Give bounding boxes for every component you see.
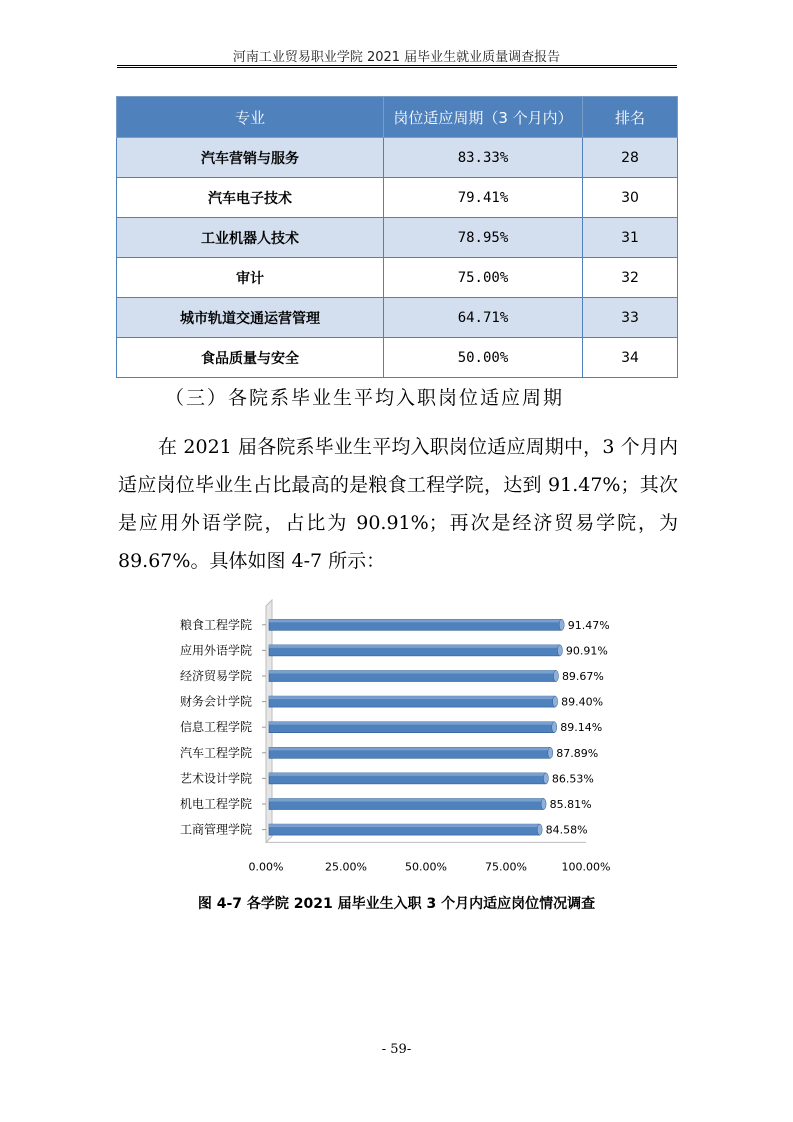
cell-rate: 79.41% — [384, 178, 583, 218]
value-label: 84.58% — [545, 823, 588, 837]
bar-highlight — [269, 773, 546, 776]
col-header-rate: 岗位适应周期（3 个月内） — [384, 97, 583, 138]
bar-cap — [552, 722, 557, 733]
bar-highlight — [269, 747, 550, 750]
value-label: 87.89% — [556, 746, 599, 760]
cell-major: 城市轨道交通运营管理 — [117, 298, 384, 338]
bar-cap — [543, 773, 548, 784]
cell-rate: 75.00% — [384, 258, 583, 298]
bar-cap — [537, 824, 542, 835]
cell-rate: 50.00% — [384, 338, 583, 378]
cell-rank: 32 — [583, 258, 678, 298]
category-label: 工商管理学院 — [179, 822, 252, 837]
table-row — [117, 258, 678, 298]
category-label: 汽车工程学院 — [179, 745, 252, 760]
col-header-rank: 排名 — [583, 97, 678, 138]
category-label: 信息工程学院 — [179, 720, 252, 735]
cell-major: 汽车电子技术 — [117, 178, 384, 218]
bar-cap — [559, 619, 564, 630]
x-tick-label: 75.00% — [485, 860, 527, 874]
table-row — [117, 218, 678, 258]
cell-major: 汽车营销与服务 — [117, 138, 384, 178]
x-tick-label: 100.00% — [561, 860, 611, 874]
table-row — [117, 138, 678, 178]
bar-highlight — [269, 722, 554, 725]
table-row — [117, 298, 678, 338]
value-label: 85.81% — [549, 798, 592, 811]
value-label: 89.14% — [560, 721, 603, 735]
bar-cap — [557, 645, 562, 656]
value-label: 89.40% — [561, 695, 604, 709]
cell-rate: 78.95% — [384, 218, 583, 258]
page-number: - 59- — [381, 1042, 412, 1057]
body-paragraph: 在 2021 届各院系毕业生平均入职岗位适应周期中，3 个月内适应岗位毕业生占比最高的是粮食工程学院，达到 91.47%；其次是应用外语学院，占比为 90.91%；再次是经济贸易学院，为 89.67%。具体如图 4-7 所示： — [118, 436, 678, 572]
cell-major: 审计 — [117, 258, 384, 298]
bar-cap — [548, 747, 553, 758]
figure-caption: 图 4-7 各学院 2021 届毕业生入职 3 个月内适应岗位情况调查 — [197, 896, 596, 912]
category-label: 财务会计学院 — [179, 694, 252, 709]
bar-highlight — [269, 619, 562, 622]
category-label: 经济贸易学院 — [179, 669, 252, 683]
cell-rate: 83.33% — [384, 138, 583, 178]
cell-major: 食品质量与安全 — [117, 338, 384, 378]
cell-rank: 28 — [583, 138, 678, 178]
value-label: 89.67% — [561, 670, 604, 683]
table-header-row — [117, 97, 678, 138]
bar-highlight — [269, 824, 540, 827]
category-label: 艺术设计学院 — [179, 771, 252, 786]
chart-canvas — [160, 596, 630, 874]
x-tick-label: 0.00% — [248, 860, 284, 874]
value-label: 86.53% — [551, 772, 594, 786]
category-label: 应用外语学院 — [179, 643, 252, 658]
table-row — [117, 178, 678, 218]
section-title: （三）各院系毕业生平均入职岗位适应周期 — [165, 387, 565, 409]
cell-rank: 31 — [583, 218, 678, 258]
cell-rank: 30 — [583, 178, 678, 218]
bar-highlight — [269, 696, 555, 699]
bar-cap — [553, 671, 558, 682]
cell-rate: 64.71% — [384, 298, 583, 338]
cell-rank: 33 — [583, 298, 678, 338]
x-tick-label: 25.00% — [325, 860, 367, 874]
col-header-major: 专业 — [117, 97, 384, 138]
cell-rank: 34 — [583, 338, 678, 378]
cell-major: 工业机器人技术 — [117, 218, 384, 258]
value-label: 90.91% — [565, 644, 608, 658]
header-rule-thin — [117, 67, 677, 68]
category-label: 机电工程学院 — [179, 797, 252, 811]
major-adaptation-table — [116, 96, 678, 378]
bar-highlight — [269, 671, 556, 674]
bar-cap — [541, 799, 546, 810]
header-rule — [117, 65, 677, 66]
value-label: 91.47% — [567, 618, 610, 632]
college-adaptation-chart — [160, 596, 630, 874]
bar-highlight — [269, 645, 560, 648]
x-tick-label: 50.00% — [405, 860, 447, 874]
bar-highlight — [269, 799, 544, 802]
category-label: 粮食工程学院 — [179, 617, 252, 632]
table-row — [117, 338, 678, 378]
page-header: 河南工业贸易职业学院 2021 届毕业生就业质量调查报告 — [232, 50, 561, 65]
bar-cap — [553, 696, 558, 707]
